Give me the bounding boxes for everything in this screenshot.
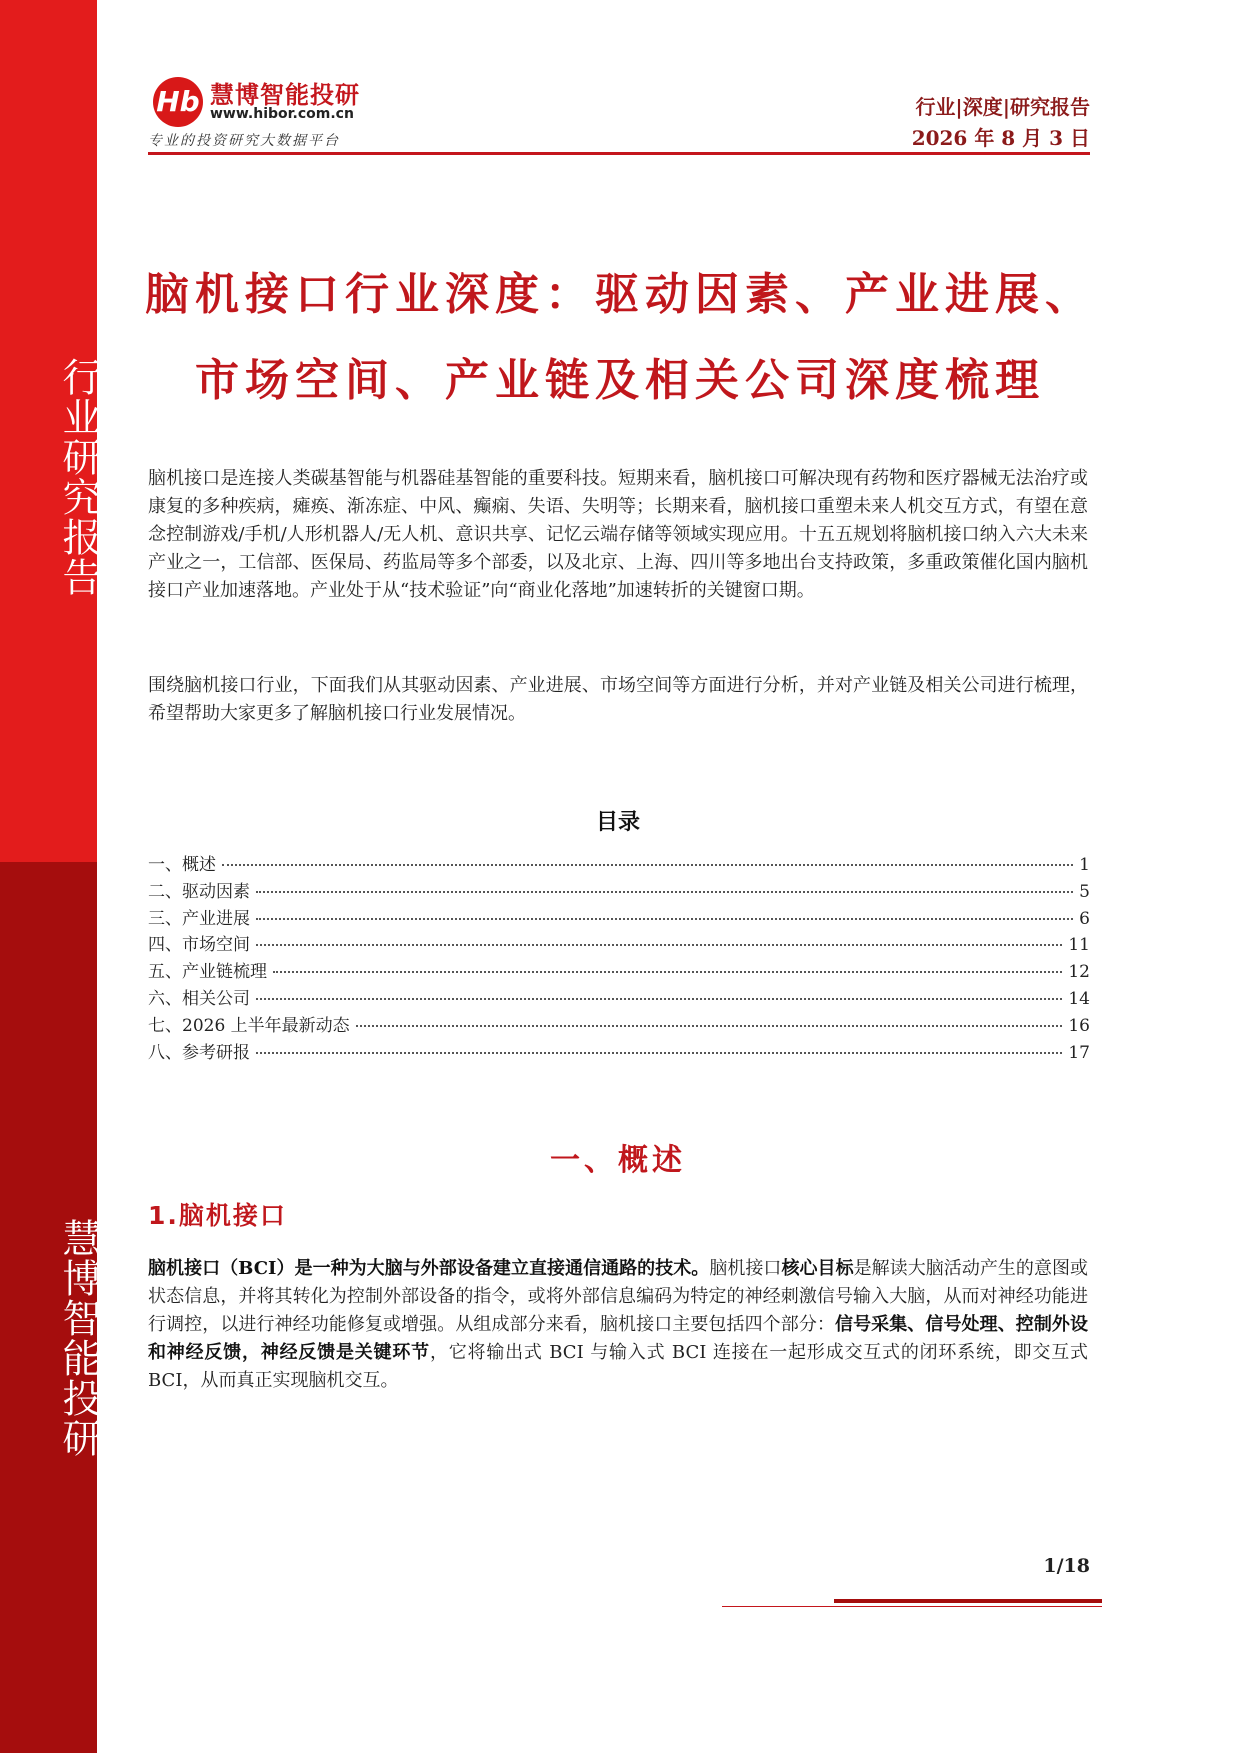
toc-item-page: 17 (1068, 1042, 1090, 1063)
toc-item-page: 16 (1068, 1015, 1090, 1036)
logo-url: www.hibor.com.cn (210, 106, 354, 122)
toc-item-label: 五、产业链梳理 (148, 962, 267, 983)
table-of-contents (148, 850, 1090, 1064)
toc-item-label: 八、参考研报 (148, 1042, 250, 1063)
toc-leader-dots (256, 998, 1062, 1000)
section-paragraph (148, 1255, 1088, 1395)
sidebar-brand-label: 慧博智能投研 (56, 1218, 101, 1458)
toc-leader-dots (256, 891, 1073, 893)
toc-item[interactable] (148, 904, 1090, 931)
section-heading: 一、概述 (550, 1143, 686, 1178)
report-type: 行业|深度|研究报告 (915, 95, 1090, 119)
report-date: 2026 年 8 月 3 日 (911, 126, 1090, 150)
subsection-heading: 1.脑机接口 (148, 1201, 287, 1230)
bold-components: 信号采集、信号处理、控制外设和神经反馈，神经反馈是关键环节 (148, 1314, 1089, 1363)
toc-item[interactable] (148, 957, 1090, 984)
toc-item-page: 11 (1068, 935, 1090, 956)
toc-leader-dots (256, 1052, 1062, 1054)
toc-item[interactable] (148, 1038, 1090, 1065)
toc-leader-dots (356, 1025, 1063, 1027)
toc-item-page: 5 (1079, 881, 1090, 902)
toc-item[interactable] (148, 877, 1090, 904)
header-divider (148, 152, 1090, 155)
toc-item-page: 14 (1068, 988, 1090, 1009)
report-title-line1: 脑机接口行业深度：驱动因素、产业进展、 (145, 269, 1095, 320)
sidebar-report-label: 行业研究报告 (56, 357, 101, 597)
footer-line (722, 1606, 1102, 1607)
toc-item-label: 六、相关公司 (148, 988, 250, 1009)
paragraph-text: 脑机接口 (709, 1258, 782, 1279)
toc-leader-dots (273, 971, 1062, 973)
left-sidebar (0, 0, 101, 1753)
toc-item-page: 12 (1068, 962, 1090, 983)
report-title-line2: 市场空间、产业链及相关公司深度梳理 (195, 355, 1045, 406)
intro-paragraph-1: 脑机接口是连接人类碳基智能与机器硅基智能的重要科技。短期来看，脑机接口可解决现有药物和医疗器械无法治疗或康复的多种疾病，瘫痪、渐冻症、中风、癫痫、失语、失明等；长期来看，脑机接口重塑未来人机交互方式，有望在意念控制游戏/手机/人形机器人/无人机、意识共享、记忆云端存储等领域实现应用。十五五规划将脑机接口纳入六大未来产业之一，工信部、医保局、药监局等多个部委，以及北京、上海、四川等多地出台支持政策，多重政策催化国内脑机接口产业加速落地。产业处于从“技术验证”向“商业化落地”加速转折的关键窗口期。 (148, 468, 1088, 601)
toc-item-label: 一、概述 (148, 855, 216, 875)
logo-mark-icon: Hb (153, 77, 203, 127)
paragraph-text: ，它将输出式 BCI 与输入式 BCI 连接在一起形成交互式的闭环系统，即交互式 BCI，从而真正实现脑机交互。 (148, 1342, 1089, 1391)
toc-item[interactable] (148, 1011, 1090, 1038)
footer-bar (834, 1599, 1102, 1603)
toc-item-page: 1 (1079, 855, 1090, 875)
toc-item-label: 二、驱动因素 (148, 881, 250, 902)
toc-title: 目录 (595, 809, 640, 835)
page-number: 1/18 (1043, 1555, 1090, 1577)
logo-slogan: 专业的投资研究大数据平台 (148, 133, 340, 149)
toc-item-page: 6 (1079, 908, 1090, 929)
toc-item-label: 七、2026 上半年最新动态 (148, 1015, 350, 1036)
paragraph-text: 是解读大脑活动产生的意图或状态信息，并将其转化为控制外部设备的指令，或将外部信息编码为特定的神经刺激信号输入大脑，从而对神经功能进行调控，以进行神经功能修复或增强。从组成部分来看，脑机接口主要包括四个部分： (148, 1258, 1089, 1335)
bold-definition: 脑机接口（BCI）是一种为大脑与外部设备建立直接通信通路的技术。 (148, 1258, 710, 1279)
toc-item[interactable] (148, 930, 1090, 957)
toc-item[interactable] (148, 850, 1090, 877)
toc-leader-dots (256, 918, 1073, 920)
toc-leader-dots (222, 864, 1073, 866)
bold-keyword: 核心目标 (781, 1258, 854, 1279)
toc-leader-dots (256, 944, 1062, 946)
logo-name: 慧博智能投研 (210, 81, 360, 109)
toc-item[interactable] (148, 984, 1090, 1011)
brand-logo (148, 75, 378, 150)
toc-item-label: 三、产业进展 (148, 908, 250, 929)
intro-paragraph-2: 围绕脑机接口行业，下面我们从其驱动因素、产业进展、市场空间等方面进行分析，并对产业链及相关公司进行梳理，希望帮助大家更多了解脑机接口行业发展情况。 (148, 675, 1088, 724)
toc-item-label: 四、市场空间 (148, 935, 250, 956)
